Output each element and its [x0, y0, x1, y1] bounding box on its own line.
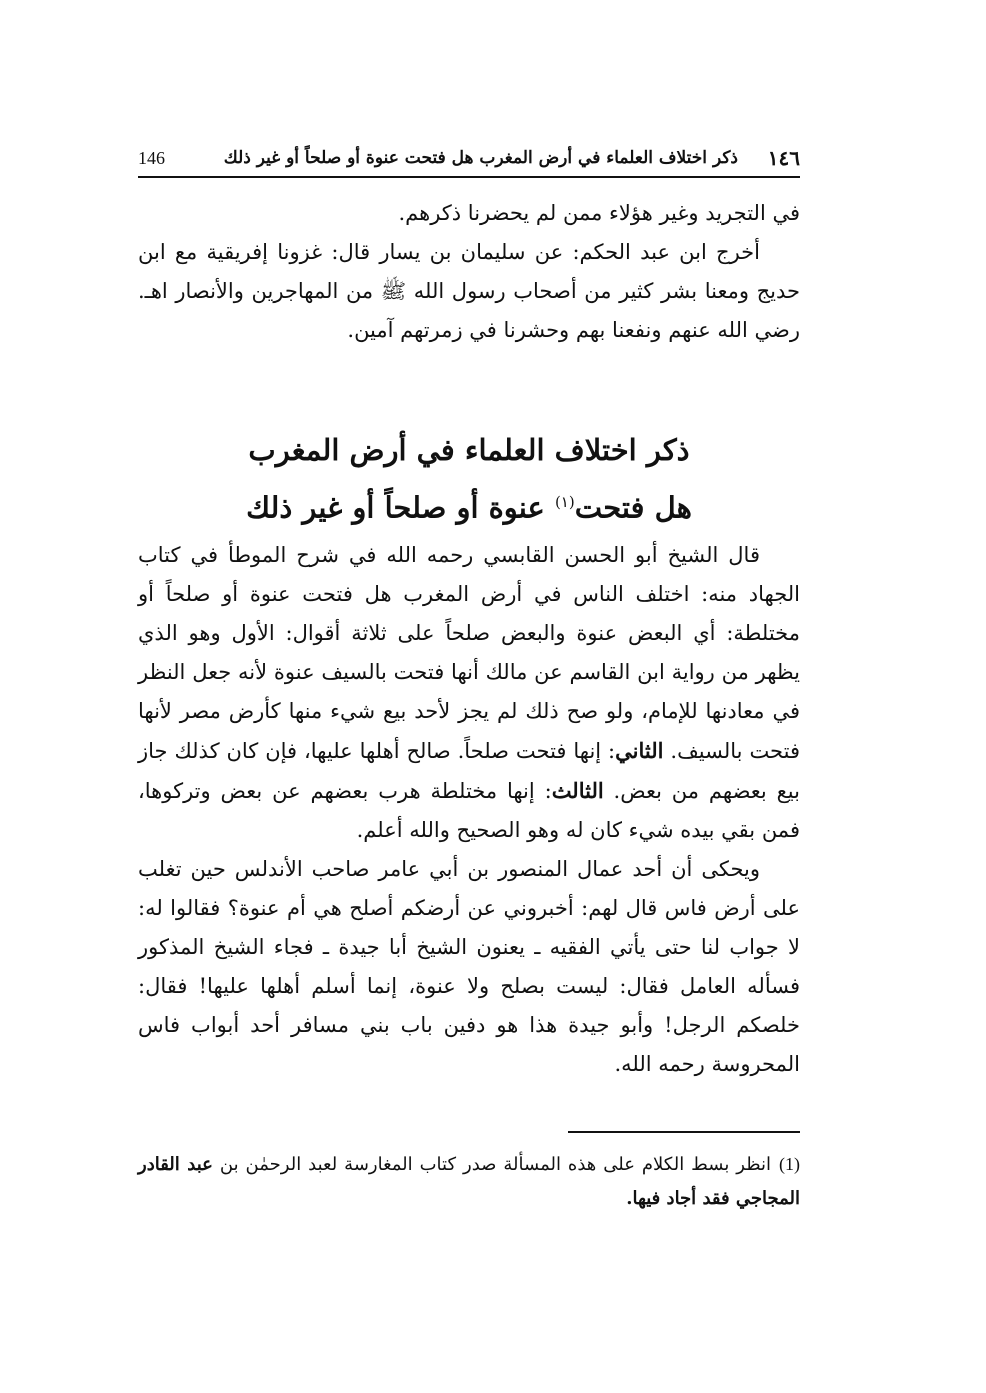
top-section: [138, 194, 800, 350]
running-title: ذكر اختلاف العلماء في أرض المغرب هل فتحت عنوة أو صلحاً أو غير ذلك: [223, 148, 738, 168]
section-heading: [138, 424, 800, 534]
paragraph-text: قال الشيخ أبو الحسن القابسي رحمه الله في شرح الموطأ في كتاب الجهاد منه: اختلف الناس في أرض المغرب هل فتحت عنوة أو صلحاً أو مختلطة: أي البعض عنوة والبعض صلحاً على ثلاثة أقوال: الأول وهو الذي يظهر من رواية ابن القاسم عن مالك أنها فتحت بالسيف عنوة لأنه جعل النظر في معادنها للإمام، ولو صح ذلك لم يجز لأحد بيع شيء منها كأرض مصر لأنها فتحت بالسيف.: [138, 543, 800, 763]
paragraph-text: : إنها فتحت صلحاً. صالح أهلها عليها، فإن كان كذلك جاز بيع بعضهم من بعض.: [138, 739, 800, 803]
page-number-latin: 146: [138, 148, 165, 168]
paragraph: [138, 536, 800, 850]
paragraph-text: : إنها مختلطة هرب بعضهم عن بعض وتركوها، فمن بقي بيده شيء كان له وهو الصحيح والله أعلم.: [138, 779, 800, 842]
heading-line-2: [138, 476, 800, 534]
paragraph: في التجريد وغير هؤلاء ممن لم يحضرنا ذكرهم.: [398, 201, 800, 225]
paragraph: ويحكى أن أحد عمال المنصور بن أبي عامر صاحب الأندلس حين تغلب على أرض فاس قال لهم: أخبروني عن أرضكم أصلح هي أم عنوة؟ فقالوا له: لا جواب لنا حتى يأتي الفقيه ـ يعنون الشيخ أبا جيدة ـ فجاء الشيخ المذكور فسأله العامل فقال: ليست بصلح ولا عنوة، إنما أسلم أهلها عليها! فقال: خلصكم الرجل! وأبو جيدة هذا هو دفين باب بني مسافر أحد أبواب فاس المحروسة رحمه الله.: [138, 857, 800, 1076]
heading-text: هل فتحت: [574, 490, 692, 525]
footnote-bold-text: عبد القادر المجاجي فقد أجاد فيها.: [138, 1154, 800, 1209]
running-header: [138, 140, 800, 178]
bold-term: الثاني: [615, 738, 664, 763]
footnote: [138, 1147, 800, 1216]
footnote-reference: (١): [554, 493, 575, 511]
heading-text: عنوة أو صلحاً أو غير ذلك: [246, 490, 555, 525]
footnote-divider: [568, 1131, 800, 1133]
main-section: [138, 536, 800, 1084]
heading-line-1: ذكر اختلاف العلماء في أرض المغرب: [248, 433, 690, 467]
page-number-arabic: ١٤٦: [767, 146, 800, 170]
bold-term: الثالث: [551, 778, 604, 803]
paragraph: أخرج ابن عبد الحكم: عن سليمان بن يسار قال: غزونا إفريقية مع ابن حديج ومعنا بشر كثير من أصحاب رسول الله ﷺ من المهاجرين والأنصار اهـ. رضي الله عنهم ونفعنا بهم وحشرنا في زمرتهم آمين.: [138, 240, 800, 342]
footnote-text: انظر بسط الكلام على هذه المسألة صدر كتاب المغارسة لعبد الرحمٰن بن: [212, 1154, 772, 1175]
footnote-marker: (1): [779, 1154, 801, 1174]
